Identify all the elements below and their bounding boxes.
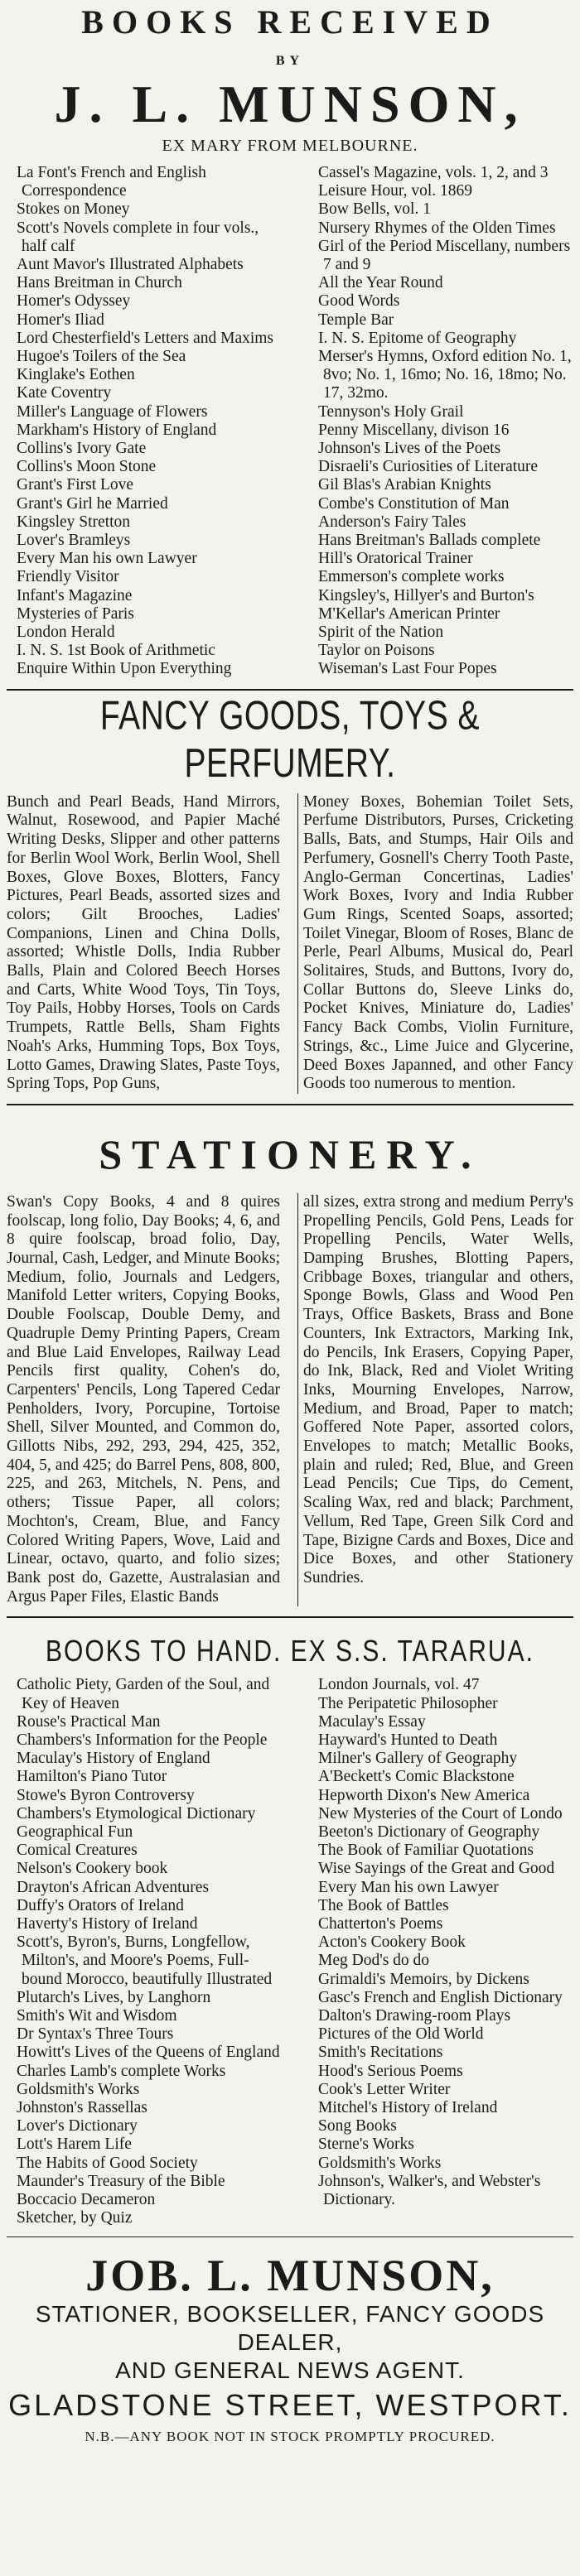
- list-item: Every Man his own Lawyer: [17, 550, 197, 568]
- list-item: Bow Bells, vol. 1: [318, 200, 431, 219]
- list-item: London Herald: [17, 624, 115, 642]
- list-item: Mitchel's History of Ireland: [318, 2099, 498, 2117]
- list-item: Kingsley's, Hillyer's and Burton's: [318, 586, 534, 604]
- list-item: Lott's Harem Life: [17, 2135, 132, 2154]
- tararua-right-column: [308, 1676, 573, 2227]
- received-left-column: [7, 164, 285, 679]
- list-item: The Habits of Good Society: [17, 2154, 198, 2172]
- list-item: Johnson's, Walker's, and Webster's Dictionary.: [318, 2172, 541, 2209]
- list-item: Combe's Constitution of Man: [318, 494, 510, 513]
- list-item: Acton's Cookery Book: [318, 1933, 466, 1952]
- list-item: Hugoe's Toilers of the Sea: [17, 348, 186, 366]
- list-item: Meg Dod's do do: [318, 1952, 430, 1970]
- list-item: Kate Coventry: [17, 384, 112, 402]
- list-item: Emmerson's complete works: [318, 568, 505, 586]
- list-item: Wise Sayings of the Great and Good: [318, 1860, 555, 1878]
- list-item: Spirit of the Nation: [318, 624, 444, 642]
- tararua-books-list: [7, 1676, 573, 2227]
- list-item: Plutarch's Lives, by Langhorn: [17, 1988, 211, 2006]
- section-divider: [7, 1104, 573, 1105]
- list-item: Homer's Odyssey: [17, 292, 131, 311]
- footer-note: N.B.—ANY BOOK NOT IN STOCK PROMPTLY PROCURED.: [85, 2428, 495, 2444]
- list-item: Stowe's Byron Controversy: [17, 1786, 195, 1804]
- list-item: Anderson's Fairy Tales: [318, 513, 466, 531]
- list-item: Gasc's French and English Dictionary: [318, 1988, 563, 2006]
- list-item: Dalton's Drawing-room Plays: [318, 2007, 511, 2025]
- footer-agent-line: AND GENERAL NEWS AGENT.: [115, 2357, 465, 2383]
- list-item: Merser's Hymns, Oxford edition No. 1, 8vo; No. 1, 16mo; No. 16, 18mo; No. 17, 32mo.: [318, 348, 572, 402]
- footer-address: GLADSTONE STREET, WESTPORT.: [8, 2387, 572, 2422]
- list-item: M'Kellar's American Printer: [318, 604, 500, 623]
- list-item: Chatterton's Poems: [318, 1915, 443, 1933]
- list-item: Geographical Fun: [17, 1823, 133, 1842]
- list-item: Taylor on Poisons: [318, 642, 435, 660]
- list-item: Scott's, Byron's, Burns, Longfellow, Milton's, and Moore's Poems, Full-bound Morocco, beautifully Illustrated: [17, 1933, 273, 1988]
- stationery-heading: STATIONERY.: [99, 1130, 481, 1177]
- list-item: Disraeli's Curiosities of Literature: [318, 458, 539, 476]
- list-item: Mysteries of Paris: [17, 604, 134, 623]
- list-item: Girl of the Period Miscellany, numbers 7 and 9: [318, 237, 571, 274]
- received-right-column: [308, 164, 573, 679]
- list-item: Hans Breitman in Church: [17, 274, 182, 292]
- list-item: Kinglake's Eothen: [17, 366, 135, 384]
- list-item: Comical Creatures: [17, 1842, 138, 1860]
- list-item: The Peripatetic Philosopher: [318, 1694, 498, 1712]
- list-item: Rouse's Practical Man: [17, 1712, 161, 1731]
- list-item: Milner's Gallery of Geography: [318, 1750, 518, 1768]
- advertiser-name: J. L. MUNSON,: [54, 75, 526, 133]
- tararua-books-heading: BOOKS TO HAND. EX S.S. TARARUA.: [46, 1635, 534, 1668]
- list-item: Grant's First Love: [17, 476, 134, 494]
- list-item: Friendly Visitor: [17, 568, 119, 586]
- list-item: Tennyson's Holy Grail: [318, 402, 464, 421]
- list-item: Lover's Dictionary: [17, 2117, 138, 2135]
- list-item: Pictures of the Old World: [318, 2025, 484, 2044]
- list-item: Cook's Letter Writer: [318, 2080, 451, 2098]
- tararua-left-column: [7, 1676, 285, 2227]
- ship-subtitle: EX MARY FROM MELBOURNE.: [162, 137, 418, 155]
- fancy-goods-left-text: Bunch and Pearl Beads, Hand Mirrors, Walnut, Rosewood, and Papier Maché Writing Desks, Slipper and other patterns for Berlin Wool Work, Berlin Wool, Shell Boxes, Glove Boxes, Blotters, Fancy Pictures, Pearl Beads, assorted sizes and colors; Gilt Brooches, Ladies' Companions, Linen and China Dolls, assorted; Whistle Dolls, India Rubber Balls, Plain and Colored Beech Horses and Carts, White Wood Toys, Tin Toys, Toy Pails, Hobby Horses, Tools on Cards Trumpets, Rattle Bells, Sham Fights Noah's Arks, Humming Tops, Box Toys, Lotto Games, Drawing Slates, Paste Toys, Spring Tops, Pop Guns,: [7, 792, 280, 1093]
- list-item: Maunder's Treasury of the Bible: [17, 2172, 225, 2190]
- list-item: I. N. S. 1st Book of Arithmetic: [17, 642, 215, 660]
- list-item: Scott's Novels complete in four vols., half calf: [17, 219, 259, 255]
- list-item: Good Words: [318, 292, 400, 311]
- list-item: Haverty's History of Ireland: [17, 1915, 198, 1933]
- list-item: Catholic Piety, Garden of the Soul, and Key of Heaven: [17, 1676, 270, 1712]
- list-item: Kingsley Stretton: [17, 513, 131, 531]
- fancy-goods-body: [7, 793, 573, 1094]
- list-item: Sterne's Works: [318, 2135, 414, 2154]
- list-item: Goldsmith's Works: [17, 2080, 140, 2098]
- fancy-goods-heading: FANCY GOODS, TOYS & PERFUMERY.: [99, 693, 481, 786]
- list-item: Every Man his own Lawyer: [318, 1878, 499, 1896]
- list-item: The Book of Battles: [318, 1896, 449, 1914]
- footer-name: JOB. L. MUNSON,: [85, 2250, 495, 2300]
- list-item: Charles Lamb's complete Works: [17, 2062, 226, 2080]
- list-item: Hill's Oratorical Trainer: [318, 550, 473, 568]
- fancy-goods-right-text: Money Boxes, Bohemian Toilet Sets, Perfume Distributors, Purses, Cricketing Balls, Bats, and Stumps, Hair Oils and Perfumery, Gosnell's Cherry Tooth Paste, Anglo-German Concertinas, Ladies' Work Boxes, Ivory and India Rubber Gum Rings, Scented Soaps, assorted; Toilet Vinegar, Bloom of Roses, Blanc de Perle, Pearl Albums, Musical do, Pearl Solitaires, Studs, and Buttons, Ivory do, Collar Buttons do, Sleeve Links do, Pocket Knives, Miniature do, Ladies' Fancy Back Combs, Violin Furniture, Strings, &c., Lime Juice and Glycerine, Deed Boxes Japanned, and other Fancy Goods too numerous to mention.: [297, 793, 573, 1094]
- list-item: Johnson's Lives of the Poets: [318, 440, 501, 458]
- list-item: Temple Bar: [318, 311, 394, 329]
- stationery-body: [7, 1193, 573, 1606]
- list-item: Boccacio Decameron: [17, 2191, 156, 2209]
- list-item: Chambers's Information for the People: [17, 1731, 268, 1750]
- list-item: Grimaldi's Memoirs, by Dickens: [318, 1970, 529, 1988]
- list-item: Infant's Magazine: [17, 586, 133, 604]
- list-item: Aunt Mavor's Illustrated Alphabets: [17, 256, 244, 274]
- list-item: A'Beckett's Comic Blackstone: [318, 1768, 515, 1786]
- list-item: New Mysteries of the Court of Londo: [318, 1804, 563, 1822]
- list-item: La Font's French and English Correspondence: [17, 164, 206, 200]
- list-item: London Journals, vol. 47: [318, 1676, 480, 1694]
- list-item: Duffy's Orators of Ireland: [17, 1896, 184, 1914]
- list-item: Enquire Within Upon Everything: [17, 660, 232, 678]
- section-divider: [7, 689, 573, 691]
- list-item: Leisure Hour, vol. 1869: [318, 182, 473, 200]
- list-item: Grant's Girl he Married: [17, 494, 168, 513]
- list-item: Sketcher, by Quiz: [17, 2209, 133, 2227]
- list-item: Gil Blas's Arabian Knights: [318, 476, 491, 494]
- list-item: Dr Syntax's Three Tours: [17, 2025, 174, 2044]
- list-item: Chambers's Etymological Dictionary: [17, 1804, 256, 1822]
- list-item: Miller's Language of Flowers: [17, 402, 208, 421]
- section-divider: [7, 1616, 573, 1618]
- list-item: Collins's Ivory Gate: [17, 440, 147, 458]
- list-item: Howitt's Lives of the Queens of England: [17, 2044, 280, 2062]
- list-item: Beeton's Dictionary of Geography: [318, 1823, 540, 1842]
- list-item: Maculay's Essay: [318, 1712, 426, 1731]
- list-item: Nursery Rhymes of the Olden Times: [318, 219, 556, 237]
- list-item: Stokes on Money: [17, 200, 130, 219]
- list-item: The Book of Familiar Quotations: [318, 1842, 534, 1860]
- list-item: Lover's Bramleys: [17, 532, 131, 550]
- stationery-right-text: all sizes, extra strong and medium Perry's Propelling Pencils, Gold Pens, Leads for Propelling Pencils, Water Wells, Damping Brushes, Blotting Papers, Cribbage Boxes, triangular and others, Sponge Bowls, Glass and Wood Pen Trays, Office Baskets, Brass and Bone Counters, Ink Extractors, Marking Ink, do Pencils, Ink Erasers, Copying Paper, do Ink, Black, Red and Violet Writing Inks, Mourning Envelopes, Narrow, Medium, and Broad, Paper to match; Goffered Note Paper, assorted colors, Envelopes to match; Metallic Books, plain and ruled; Red, Blue, and Green Lead Pencils; Cue Tips, do Cement, Scaling Wax, red and black; Parchment, Vellum, Red Tape, Green Silk Cord and Tape, Bizigne Cards and Boxes, Dice and Dice Boxes, and other Stationery Sundries.: [297, 1193, 573, 1606]
- list-item: Hayward's Hunted to Death: [318, 1731, 498, 1750]
- footer-trade-line: STATIONER, BOOKSELLER, FANCY GOODS DEALER,: [35, 2300, 545, 2355]
- list-item: Hepworth Dixon's New America: [318, 1786, 530, 1804]
- list-item: Song Books: [318, 2117, 397, 2135]
- list-item: Lord Chesterfield's Letters and Maxims: [17, 329, 274, 347]
- list-item: All the Year Round: [318, 274, 443, 292]
- list-item: Nelson's Cookery book: [17, 1860, 168, 1878]
- list-item: Hamilton's Piano Tutor: [17, 1768, 167, 1786]
- list-item: Goldsmith's Works: [318, 2154, 442, 2172]
- by-label: BY: [275, 54, 305, 68]
- list-item: Johnston's Rassellas: [17, 2099, 147, 2117]
- list-item: Markham's History of England: [17, 421, 217, 439]
- list-item: Homer's Iliad: [17, 311, 104, 329]
- list-item: Cassel's Magazine, vols. 1, 2, and 3: [318, 164, 549, 181]
- received-books-list: [7, 164, 573, 679]
- list-item: Collins's Moon Stone: [17, 458, 157, 476]
- list-item: Smith's Recitations: [318, 2044, 443, 2062]
- list-item: Wiseman's Last Four Popes: [318, 660, 497, 678]
- list-item: Drayton's African Adventures: [17, 1878, 210, 1896]
- books-received-heading: BOOKS RECEIVED: [81, 3, 499, 41]
- list-item: Penny Miscellany, divison 16: [318, 421, 510, 439]
- list-item: Hood's Serious Poems: [318, 2062, 463, 2080]
- stationery-left-text: Swan's Copy Books, 4 and 8 quires foolscap, long folio, Day Books; 4, 6, and 8 quire foolscap, broad folio, Day, Journal, Cash, Ledger, and Minute Books; Medium, folio, Journals and Ledgers, Manifold Letter writers, Copying Books, Double Foolscap, Double Demy, and Quadruple Demy Printing Papers, Cream and Blue Laid Envelopes, Railway Lead Pencils first quality, Cohen's do, Carpenters' Pencils, Long Tapered Cedar Penholders, Ivory, Porcupine, Tortoise Shell, Silver Mounted, and Common do, Gillotts Nibs, 292, 293, 294, 425, 352, 404, 5, and 425; do Barrel Pens, 808, 800, 225, and 263, Mitchels, N. Pens, and others; Tissue Paper, all colors; Mochton's, Cream, Blue, and Fancy Colored Writing Papers, Wove, Laid and Linear, octavo, quarto, and folio sizes; Bank post do, Gazette, Australasian and Argus Paper Files, Elastic Bands: [7, 1192, 280, 1606]
- list-item: Maculay's History of England: [17, 1750, 210, 1768]
- list-item: Smith's Wit and Wisdom: [17, 2007, 177, 2025]
- list-item: I. N. S. Epitome of Geography: [318, 329, 517, 347]
- list-item: Hans Breitman's Ballads complete: [318, 532, 541, 550]
